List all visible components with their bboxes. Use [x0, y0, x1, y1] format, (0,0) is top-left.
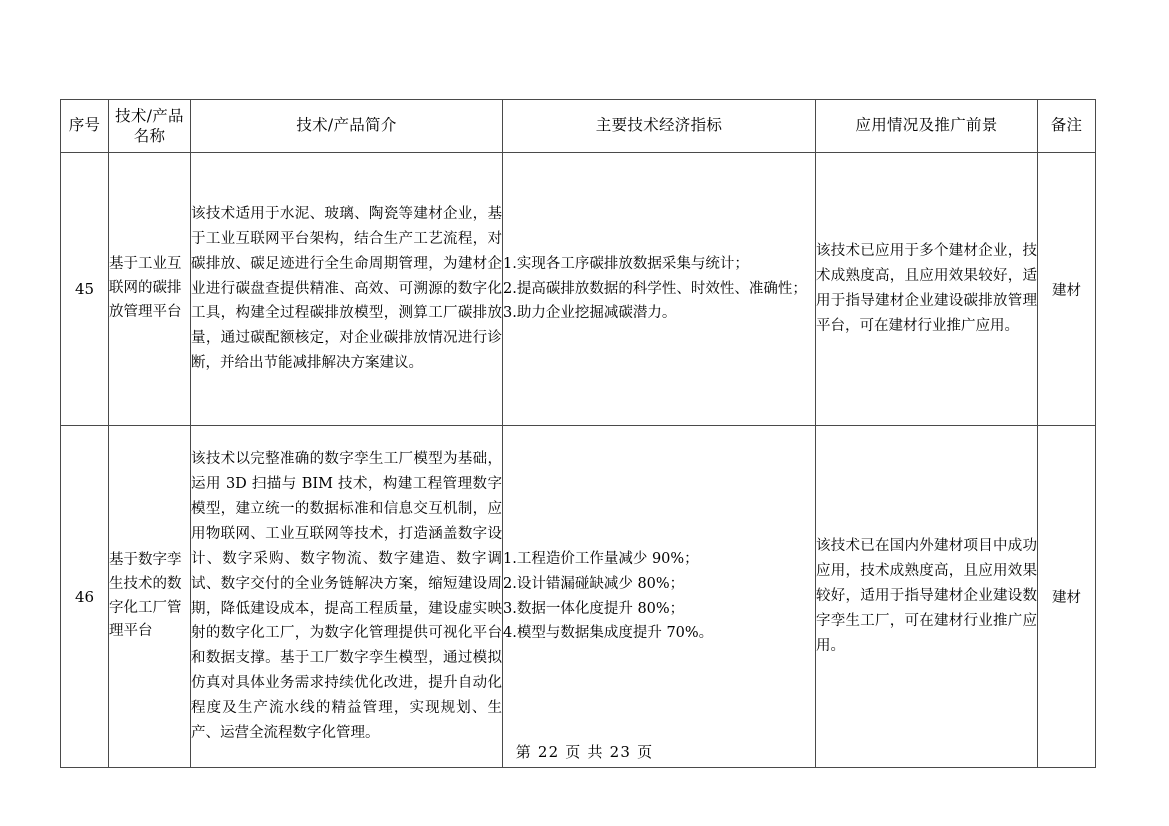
column-header-name-line2: 名称 — [133, 127, 166, 145]
indicator-item: 2.提高碳排放数据的科学性、时效性、准确性； — [503, 280, 807, 297]
row-indicators — [503, 153, 816, 426]
row-remarks: 建材 — [1038, 153, 1096, 426]
table-row — [61, 153, 1096, 426]
row-description: 该技术以完整准确的数字孪生工厂模型为基础，运用 3D 扫描与 BIM 技术，构建工程管理数字模型，建立统一的数据标准和信息交互机制，应用物联网、工业互联网等技术，打造涵盖数字设计、数字采购、数字物流、数字建造、数字调试、数字交付的全业务链解决方案，缩短建设周期，降低建设成本，提高工程质量，建设虚实映射的数字化工厂，为数字化管理提供可视化平台和数据支撑。基于工厂数字孪生模型，通过模拟仿真对具体业务需求持续优化改进，提升自动化程度及生产流水线的精益管理，实现规划、生产、运营全流程数字化管理。 — [191, 426, 503, 768]
table-header-row — [61, 100, 1096, 153]
indicator-item: 4.模型与数据集成度提升 70%。 — [503, 625, 714, 642]
column-header-no: 序号 — [61, 100, 109, 153]
row-description: 该技术适用于水泥、玻璃、陶瓷等建材企业，基于工业互联网平台架构，结合生产工艺流程，对碳排放、碳足迹进行全生命周期管理，为建材企业进行碳盘查提供精准、高效、可溯源的数字化工具，构建全过程碳排放模型，测算工厂碳排放量，通过碳配额核定，对企业碳排放情况进行诊断，并给出节能减排解决方案建议。 — [191, 153, 503, 426]
column-header-remarks: 备注 — [1038, 100, 1096, 153]
column-header-indicators: 主要技术经济指标 — [503, 100, 816, 153]
indicator-item: 1.工程造价工作量减少 90%； — [503, 550, 699, 567]
row-application: 该技术已在国内外建材项目中成功应用，技术成熟度高，且应用效果较好，适用于指导建材企业建设数字孪生工厂，可在建材行业推广应用。 — [816, 426, 1038, 768]
row-indicators — [503, 426, 816, 768]
indicator-item: 1.实现各工序碳排放数据采集与统计； — [503, 255, 749, 272]
column-header-application: 应用情况及推广前景 — [816, 100, 1038, 153]
row-application: 该技术已应用于多个建材企业，技术成熟度高，且应用效果较好，适用于指导建材企业建设碳排放管理平台，可在建材行业推广应用。 — [816, 153, 1038, 426]
indicator-item: 2.设计错漏碰缺减少 80%； — [503, 575, 685, 592]
table-row — [61, 426, 1096, 768]
row-number: 45 — [61, 153, 109, 426]
indicator-item: 3.助力企业挖掘减碳潜力。 — [503, 305, 677, 322]
column-header-name — [109, 100, 191, 153]
row-product-name: 基于工业互联网的碳排放管理平台 — [109, 153, 191, 426]
row-remarks: 建材 — [1038, 426, 1096, 768]
column-header-name-line1: 技术/产品 — [115, 106, 184, 125]
column-header-description: 技术/产品简介 — [191, 100, 503, 153]
page-footer: 第 22 页 共 23 页 — [515, 743, 654, 761]
technology-catalog-table — [60, 99, 1096, 768]
row-product-name: 基于数字孪生技术的数字化工厂管理平台 — [109, 426, 191, 768]
row-number: 46 — [61, 426, 109, 768]
indicator-item: 3.数据一体化度提升 80%； — [503, 600, 685, 617]
